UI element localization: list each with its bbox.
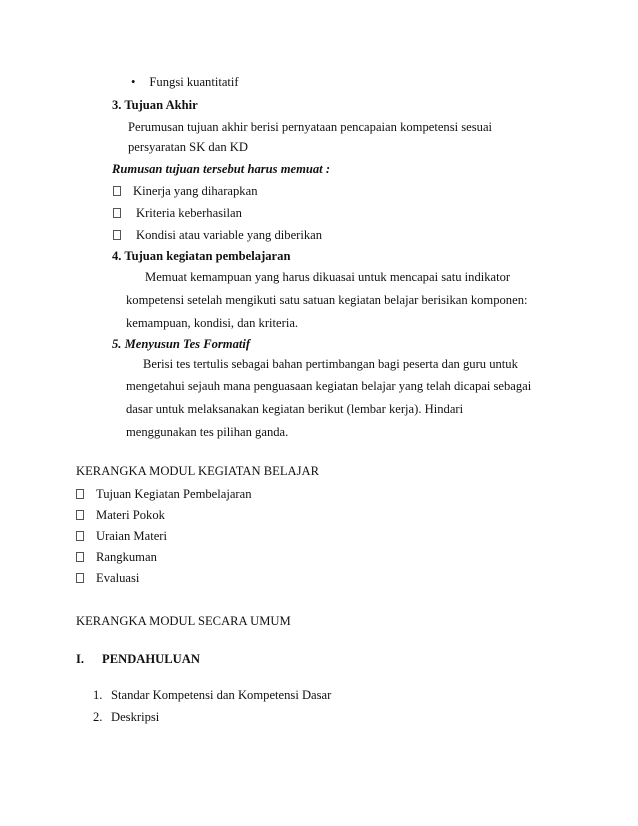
checklist-item: Kinerja yang diharapkan — [113, 183, 258, 199]
checklist-item: Kriteria keberhasilan — [113, 205, 242, 221]
checklist-item: Tujuan Kegiatan Pembelajaran — [76, 486, 252, 502]
section-3-heading: 3. Tujuan Akhir — [112, 98, 198, 112]
paragraph-line: dasar untuk melaksanakan kegiatan berikut (lembar kerja). Hindari — [126, 402, 464, 416]
checkbox-glyph-icon — [113, 230, 121, 240]
checklist-item: Evaluasi — [76, 570, 139, 586]
paragraph-line: kompetensi setelah mengikuti satu satuan kegiatan belajar berisikan komponen: — [126, 293, 528, 307]
paragraph-line: mengetahui sejauh mana penguasaan kegiatan belajar yang telah dicapai sebagai — [126, 379, 532, 393]
sub-heading: Rumusan tujuan tersebut harus memuat : — [112, 162, 331, 176]
checkbox-glyph-icon — [76, 552, 84, 562]
checkbox-glyph-icon — [113, 186, 121, 196]
checklist-item: Rangkuman — [76, 549, 157, 565]
section-title: I. PENDAHULUAN — [76, 652, 200, 666]
bullet-icon: • — [131, 75, 136, 89]
kerangka-kegiatan-heading: KERANGKA MODUL KEGIATAN BELAJAR — [76, 464, 320, 478]
paragraph-line: persyaratan SK dan KD — [128, 140, 248, 154]
paragraph-line: menggunakan tes pilihan ganda. — [126, 425, 289, 439]
numbered-item: 1. Standar Kompetensi dan Kompetensi Dasar — [93, 688, 332, 702]
bullet-item: • Fungsi kuantitatif — [131, 75, 239, 89]
paragraph-line: Perumusan tujuan akhir berisi pernyataan pencapaian kompetensi sesuai — [128, 120, 493, 134]
section-4-heading: 4. Tujuan kegiatan pembelajaran — [112, 249, 291, 263]
kerangka-umum-heading: KERANGKA MODUL SECARA UMUM — [76, 614, 291, 628]
checkbox-glyph-icon — [76, 510, 84, 520]
checkbox-glyph-icon — [76, 531, 84, 541]
numbered-item: 2. Deskripsi — [93, 710, 160, 724]
roman-numeral: I. — [76, 652, 85, 666]
checklist-item: Uraian Materi — [76, 528, 167, 544]
paragraph-line: Berisi tes tertulis sebagai bahan pertimbangan bagi peserta dan guru untuk — [143, 357, 518, 371]
checklist-item: Kondisi atau variable yang diberikan — [113, 227, 322, 243]
checklist-item: Materi Pokok — [76, 507, 165, 523]
paragraph-line: kemampuan, kondisi, dan kriteria. — [126, 316, 299, 330]
checkbox-glyph-icon — [76, 573, 84, 583]
checkbox-glyph-icon — [76, 489, 84, 499]
checkbox-glyph-icon — [113, 208, 121, 218]
section-5-heading: 5. Menyusun Tes Formatif — [112, 337, 251, 351]
paragraph-line: Memuat kemampuan yang harus dikuasai untuk mencapai satu indikator — [145, 270, 511, 284]
